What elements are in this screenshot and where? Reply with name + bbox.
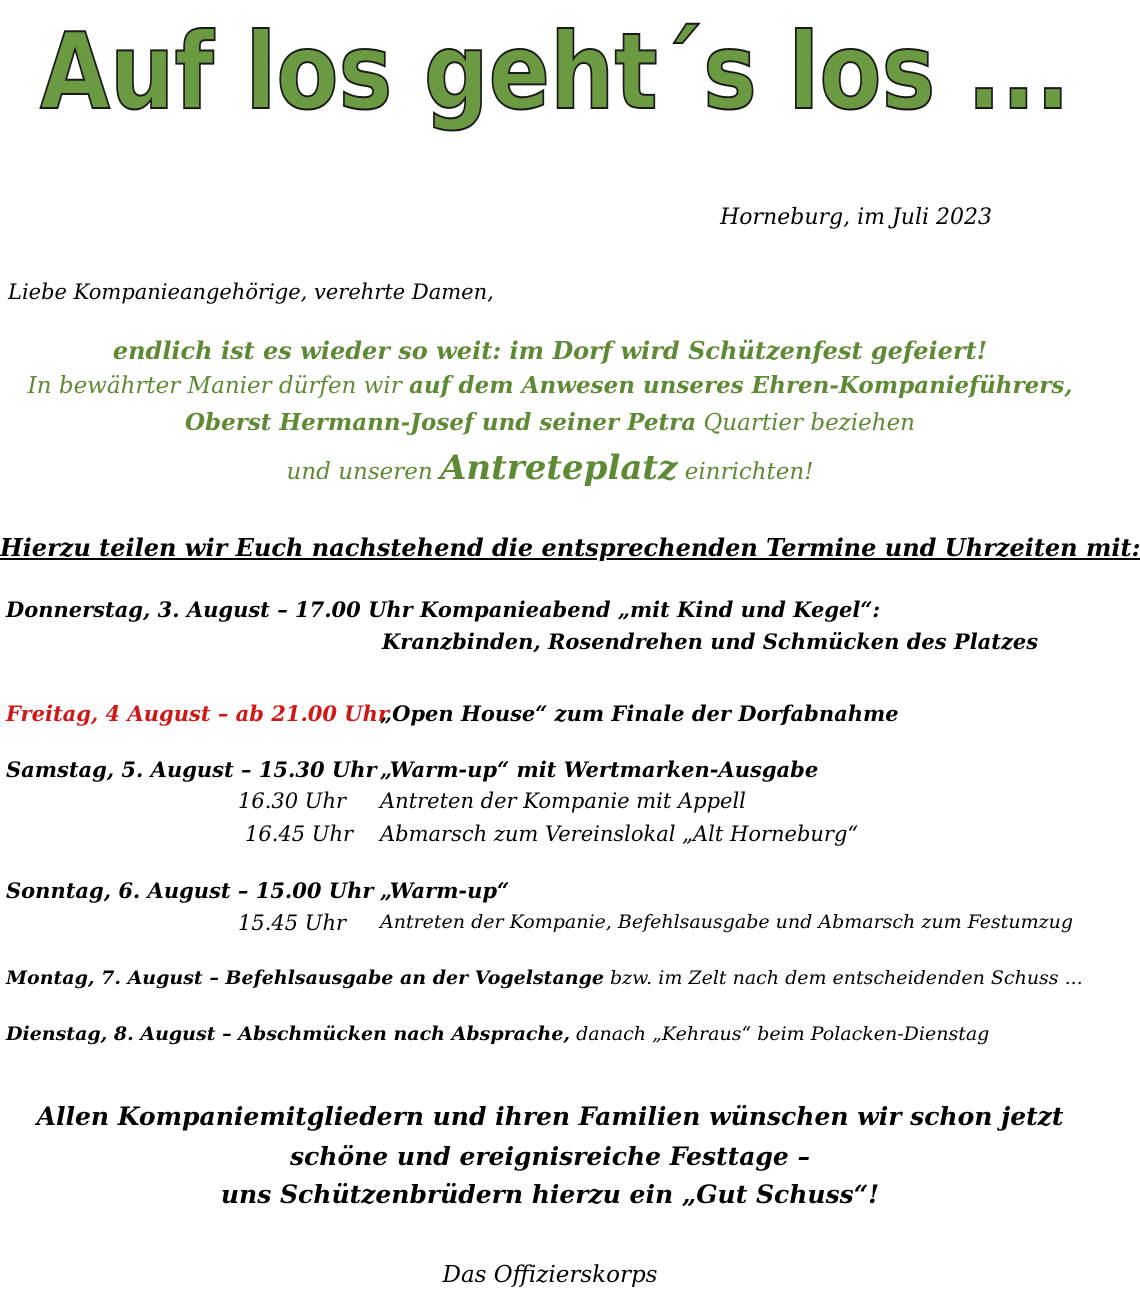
greeting: Liebe Kompanieangehörige, verehrte Damen, xyxy=(8,280,494,304)
signature: Das Offizierskorps xyxy=(442,1262,658,1288)
intro-line-2: In bewährter Manier dürfen wir auf dem Anwesen unseres Ehren-Kompanieführers, xyxy=(27,372,1073,399)
closing-line-1: Allen Kompaniemitgliedern und ihren Familien wünschen wir schon jetzt xyxy=(36,1102,1064,1131)
saturday-time-3: 16.45 Uhr xyxy=(245,822,354,846)
thursday-detail: Kranzbinden, Rosendrehen und Schmücken des Platzes xyxy=(382,629,1039,654)
place-date: Horneburg, im Juli 2023 xyxy=(720,205,992,230)
sunday-event: „Warm-up“ xyxy=(380,878,510,903)
saturday-head: Samstag, 5. August – 15.30 Uhr xyxy=(6,757,377,782)
intro-line-4: und unseren Antreteplatz einrichten! xyxy=(286,448,814,488)
schedule-heading: Hierzu teilen wir Euch nachstehend die entsprechenden Termine und Uhrzeiten mit: xyxy=(0,533,1140,562)
friday-event: „Open House“ zum Finale der Dorfabnahme xyxy=(380,701,899,726)
saturday-event-2: Antreten der Kompanie mit Appell xyxy=(380,789,746,813)
headline xyxy=(0,0,1100,133)
sunday-time-2: 15.45 Uhr xyxy=(238,911,347,935)
saturday-time-2: 16.30 Uhr xyxy=(238,789,347,813)
intro-line-1: endlich ist es wieder so weit: im Dorf wird Schützenfest gefeiert! xyxy=(112,336,988,365)
sunday-event-2: Antreten der Kompanie, Befehlsausgabe und Abmarsch zum Festumzug xyxy=(380,911,1074,933)
saturday-event: „Warm-up“ mit Wertmarken-Ausgabe xyxy=(380,757,819,782)
saturday-event-3: Abmarsch zum Vereinslokal „Alt Horneburg“ xyxy=(380,822,859,846)
headline-text: Auf los geht´s los ... xyxy=(40,11,1070,133)
tuesday-row: Dienstag, 8. August – Abschmücken nach Absprache, danach „Kehraus“ beim Polacken-Dienstag xyxy=(6,1023,990,1045)
friday-head: Freitag, 4 August – ab 21.00 Uhr xyxy=(6,701,389,726)
closing-line-2: schöne und ereignisreiche Festtage – xyxy=(289,1142,810,1171)
closing-line-3: uns Schützenbrüdern hierzu ein „Gut Schuss“! xyxy=(220,1180,880,1209)
sunday-head: Sonntag, 6. August – 15.00 Uhr xyxy=(6,878,374,903)
thursday-head: Donnerstag, 3. August – 17.00 Uhr Kompanieabend „mit Kind und Kegel“: xyxy=(6,597,881,622)
monday-row: Montag, 7. August – Befehlsausgabe an der Vogelstange bzw. im Zelt nach dem entscheidenden Schuss ... xyxy=(6,967,1083,989)
intro-line-3: Oberst Hermann-Josef und seiner Petra Quartier beziehen xyxy=(184,409,915,436)
